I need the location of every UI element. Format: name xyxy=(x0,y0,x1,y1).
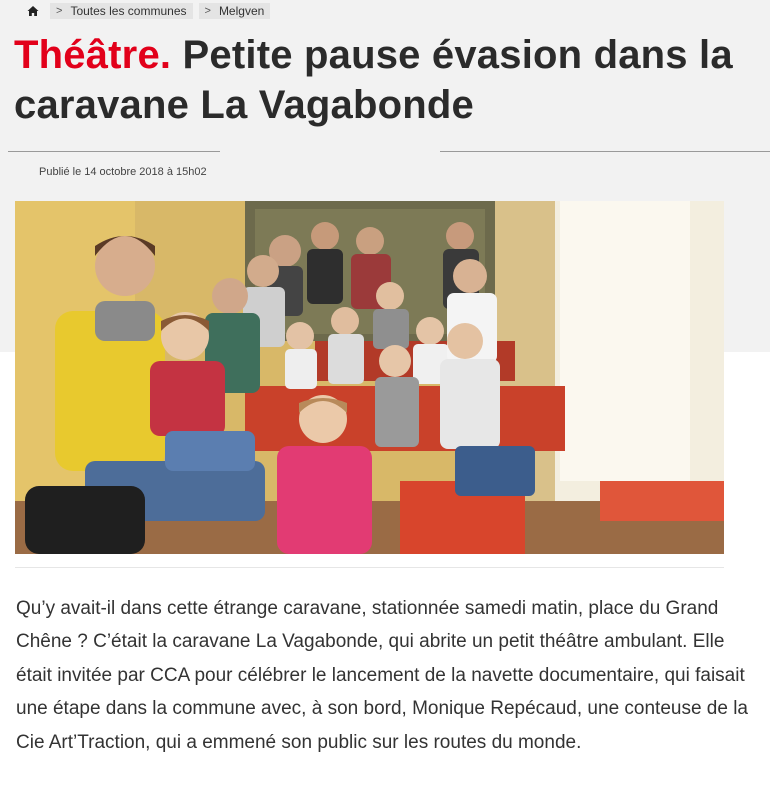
breadcrumb-separator: > xyxy=(56,5,63,17)
title-text: Petite pause évasion dans la caravane La Vagabonde xyxy=(14,33,733,127)
breadcrumb-separator: > xyxy=(204,5,211,17)
breadcrumb-label: Melgven xyxy=(218,4,265,18)
home-icon[interactable] xyxy=(22,3,44,19)
breadcrumb-item-melgven[interactable] xyxy=(199,3,271,19)
article-body: Qu’y avait-il dans cette étrange caravane, stationnée samedi matin, place du Grand Chêne ? C’était la caravane La Vagabonde, qui abrite un petit théâtre ambulant. Elle était invitée par CCA pour célébrer le lancement de la navette documentaire, qui faisait une étape dans la commune avec, à son bord, Monique Repécaud, une conteuse de la Cie Art’Traction, qui a emmené son public sur les routes du monde. xyxy=(16,598,749,753)
title-kicker: Théâtre. xyxy=(14,33,172,77)
divider xyxy=(8,151,220,152)
divider xyxy=(15,567,724,568)
breadcrumb xyxy=(22,3,270,19)
breadcrumb-label: Toutes les communes xyxy=(70,4,187,18)
divider xyxy=(440,151,770,152)
page-title xyxy=(14,30,764,130)
publish-date: Publié le 14 octobre 2018 à 15h02 xyxy=(39,166,207,178)
article-photo xyxy=(15,201,724,554)
breadcrumb-item-communes[interactable] xyxy=(50,3,193,19)
